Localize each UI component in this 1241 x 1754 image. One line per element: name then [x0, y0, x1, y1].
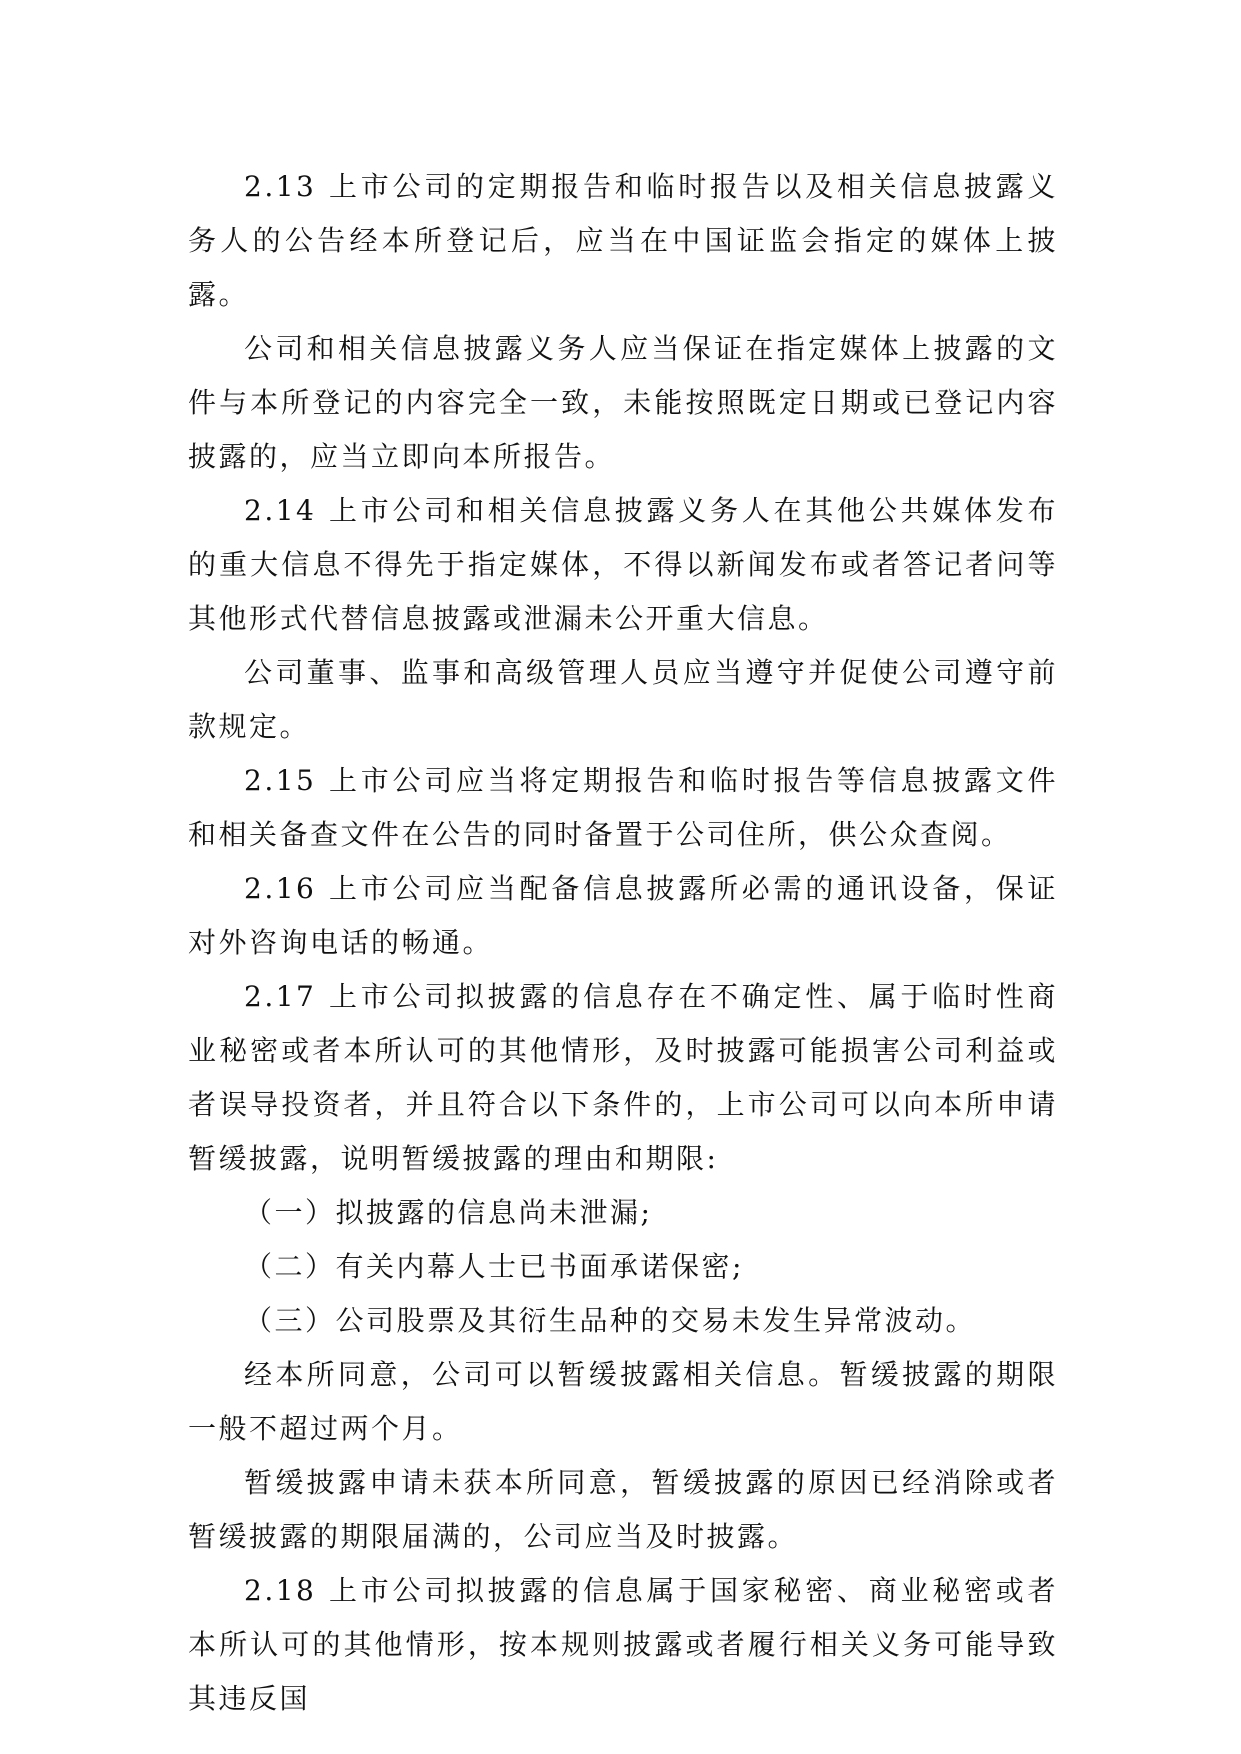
list-item-condition-3: （三）公司股票及其衍生品种的交易未发生异常波动。: [244, 1304, 977, 1337]
paragraph-2-14: 2.14 上市公司和相关信息披露义务人在其他公共媒体发布的重大信息不得先于指定媒体，不得以新闻发布或者答记者问等其他形式代替信息披露或泄漏未公开重大信息。: [188, 494, 1058, 635]
paragraph-2-14-continued: 公司董事、监事和高级管理人员应当遵守并促使公司遵守前款规定。: [188, 656, 1058, 743]
paragraph-2-17: 2.17 上市公司拟披露的信息存在不确定性、属于临时性商业秘密或者本所认可的其他情形，及时披露可能损害公司利益或者误导投资者，并且符合以下条件的，上市公司可以向本所申请暂缓披露，说明暂缓披露的理由和期限:: [188, 980, 1058, 1175]
list-item-condition-1: （一）拟披露的信息尚未泄漏;: [244, 1196, 653, 1229]
paragraph-2-17-approval: 经本所同意，公司可以暂缓披露相关信息。暂缓披露的期限一般不超过两个月。: [188, 1358, 1058, 1445]
paragraph-2-15: 2.15 上市公司应当将定期报告和临时报告等信息披露文件和相关备查文件在公告的同时备置于公司住所，供公众查阅。: [188, 764, 1058, 851]
paragraph-2-17-disclosure: 暂缓披露申请未获本所同意，暂缓披露的原因已经消除或者暂缓披露的期限届满的，公司应当及时披露。: [188, 1466, 1058, 1553]
document-body: [188, 160, 1058, 1726]
paragraph-2-18: 2.18 上市公司拟披露的信息属于国家秘密、商业秘密或者本所认可的其他情形，按本规则披露或者履行相关义务可能导致其违反国: [188, 1574, 1058, 1715]
list-item-condition-2: （二）有关内幕人士已书面承诺保密;: [244, 1250, 744, 1283]
paragraph-2-13: 2.13 上市公司的定期报告和临时报告以及相关信息披露义务人的公告经本所登记后，应当在中国证监会指定的媒体上披露。: [188, 170, 1058, 311]
paragraph-2-16: 2.16 上市公司应当配备信息披露所必需的通讯设备，保证对外咨询电话的畅通。: [188, 872, 1058, 959]
paragraph-2-13-continued: 公司和相关信息披露义务人应当保证在指定媒体上披露的文件与本所登记的内容完全一致，未能按照既定日期或已登记内容披露的，应当立即向本所报告。: [188, 332, 1058, 473]
